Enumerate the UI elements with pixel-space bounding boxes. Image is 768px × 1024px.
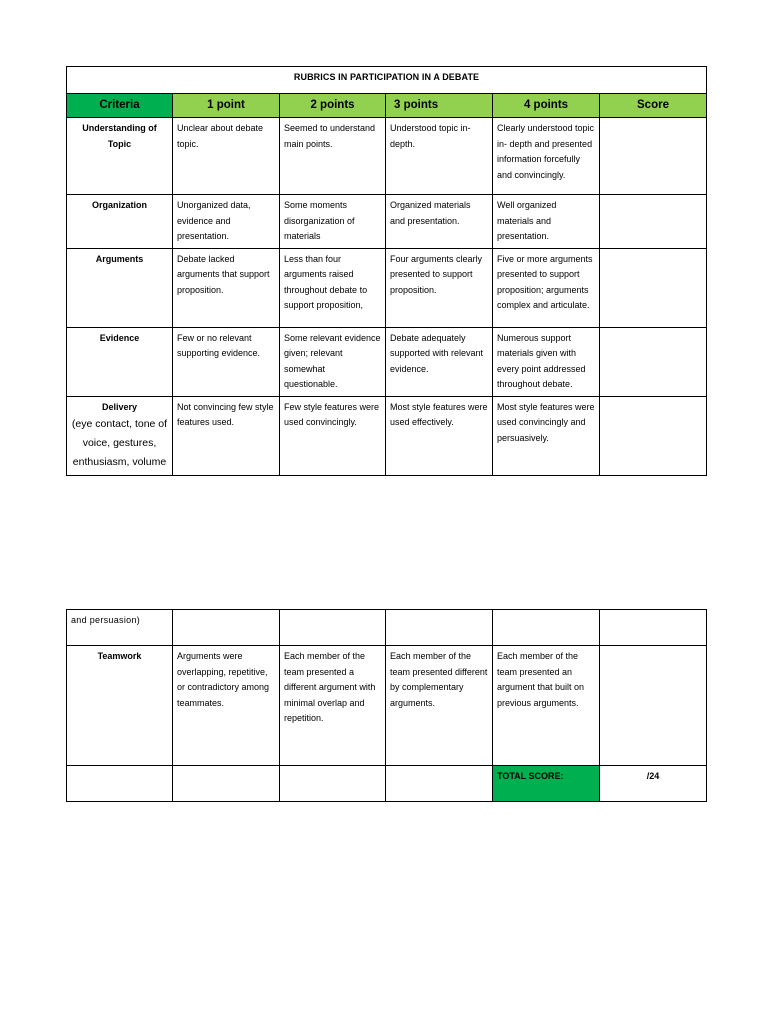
evidence-2-points: Some relevant evidence given; relevant somewhat questionable.: [280, 327, 386, 396]
criterion-delivery-label: Delivery: [101, 401, 138, 412]
criterion-delivery-note: (eye contact, tone of voice, gestures, enthusiasm, volume: [71, 418, 168, 468]
organization-3-points: Organized materials and presentation.: [386, 195, 493, 249]
evidence-1-point: Few or no relevant supporting evidence.: [173, 327, 280, 396]
teamwork-1-point: Arguments were overlapping, repetitive, or contradictory among teammates.: [173, 646, 280, 766]
criterion-evidence: Evidence: [67, 327, 173, 396]
header-3-points: 3 points: [386, 94, 493, 118]
total-score-value[interactable]: /24: [600, 766, 707, 802]
delivery-cont-4-points: [493, 610, 600, 646]
row-delivery-continued: [67, 610, 707, 646]
row-total: [67, 766, 707, 802]
understanding-3-points: Understood topic in-depth.: [386, 118, 493, 195]
understanding-score[interactable]: [600, 118, 707, 195]
delivery-cont-2-points: [280, 610, 386, 646]
header-score: Score: [600, 94, 707, 118]
delivery-cont-3-points: [386, 610, 493, 646]
arguments-3-points: Four arguments clearly presented to support proposition.: [386, 248, 493, 327]
rubric-title: RUBRICS IN PARTICIPATION IN A DEBATE: [67, 67, 707, 94]
row-organization: [67, 195, 707, 249]
row-arguments: [67, 248, 707, 327]
rubric-table-page-2: [66, 609, 707, 802]
delivery-cont-score[interactable]: [600, 610, 707, 646]
organization-4-points: Well organized materials and presentation.: [493, 195, 600, 249]
delivery-2-points: Few style features were used convincingly.: [280, 396, 386, 476]
header-criteria: Criteria: [67, 94, 173, 118]
criterion-teamwork: Teamwork: [67, 646, 173, 766]
header-4-points: 4 points: [493, 94, 600, 118]
teamwork-3-points: Each member of the team presented different by complementary arguments.: [386, 646, 493, 766]
row-teamwork: [67, 646, 707, 766]
total-empty-2: [173, 766, 280, 802]
teamwork-score[interactable]: [600, 646, 707, 766]
title-row: [67, 67, 707, 94]
evidence-3-points: Debate adequately supported with relevant evidence.: [386, 327, 493, 396]
total-empty-1: [67, 766, 173, 802]
teamwork-2-points: Each member of the team presented a different argument with minimal overlap and repetition.: [280, 646, 386, 766]
understanding-2-points: Seemed to understand main points.: [280, 118, 386, 195]
delivery-3-points: Most style features were used effectively.: [386, 396, 493, 476]
criterion-organization: Organization: [67, 195, 173, 249]
header-row: [67, 94, 707, 118]
understanding-4-points: Clearly understood topic in- depth and presented information forcefully and convincingly.: [493, 118, 600, 195]
evidence-4-points: Numerous support materials given with every point addressed throughout debate.: [493, 327, 600, 396]
arguments-4-points: Five or more arguments presented to support proposition; arguments complex and articulate.: [493, 248, 600, 327]
arguments-2-points: Less than four arguments raised throughout debate to support proposition,: [280, 248, 386, 327]
organization-1-point: Unorganized data, evidence and presentation.: [173, 195, 280, 249]
total-empty-3: [280, 766, 386, 802]
row-evidence: [67, 327, 707, 396]
understanding-1-point: Unclear about debate topic.: [173, 118, 280, 195]
row-understanding: [67, 118, 707, 195]
organization-2-points: Some moments disorganization of materials: [280, 195, 386, 249]
header-1-point: 1 point: [173, 94, 280, 118]
delivery-cont-1-point: [173, 610, 280, 646]
criterion-arguments: Arguments: [67, 248, 173, 327]
total-score-label: TOTAL SCORE:: [493, 766, 600, 802]
row-delivery: [67, 396, 707, 476]
teamwork-4-points: Each member of the team presented an argument that built on previous arguments.: [493, 646, 600, 766]
arguments-1-point: Debate lacked arguments that support proposition.: [173, 248, 280, 327]
delivery-4-points: Most style features were used convincingly and persuasively.: [493, 396, 600, 476]
delivery-score[interactable]: [600, 396, 707, 476]
delivery-1-point: Not convincing few style features used.: [173, 396, 280, 476]
criterion-delivery-note-continued: and persuasion): [67, 610, 173, 646]
criterion-delivery: [67, 396, 173, 476]
evidence-score[interactable]: [600, 327, 707, 396]
criterion-understanding: Understanding of Topic: [67, 118, 173, 195]
header-2-points: 2 points: [280, 94, 386, 118]
rubric-table-page-1: [66, 66, 707, 476]
arguments-score[interactable]: [600, 248, 707, 327]
organization-score[interactable]: [600, 195, 707, 249]
total-empty-4: [386, 766, 493, 802]
